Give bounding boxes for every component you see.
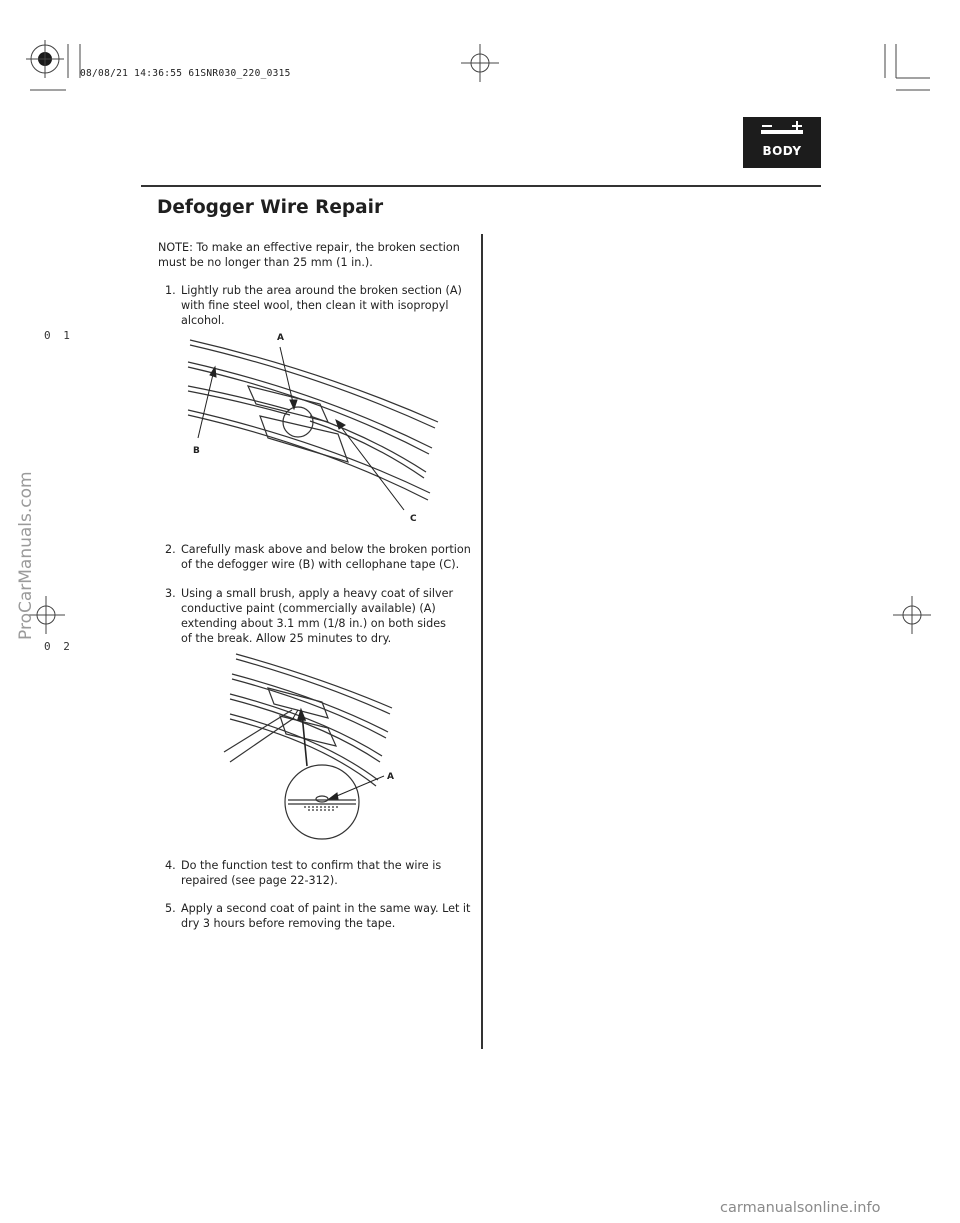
page-title: Defogger Wire Repair [157,197,384,218]
step-text-rest: repaired (see page 22-312). [181,874,338,887]
print-stamp: 08/08/21 14:36:55 61SNR030_220_0315 [80,68,291,79]
body-section-badge [743,117,821,168]
step-number: 5. [165,902,176,915]
step-text-line1: Lightly rub the area around the broken section (A) [181,284,462,297]
step-text-line1: Carefully mask above and below the broken portion [181,543,471,556]
battery-icon [743,117,821,168]
figure1-label-c: C [410,514,417,524]
step-text-rest: conductive paint (commercially available) (A) extending about 3.1 mm (1/8 in.) on both sides of the break. Allow 25 minutes to dry. [181,602,446,645]
footer-watermark: carmanualsonline.info [720,1200,881,1216]
margin-mark-02: 0 2 [44,640,73,653]
figure2-label-a: A [387,772,394,782]
figure1-label-b: B [193,446,200,456]
step-number: 4. [165,859,176,872]
badge-label: BODY [762,144,802,158]
column-divider [481,234,483,1049]
figure-paint-application [222,650,402,845]
step-text-line1: Do the function test to confirm that the wire is [181,859,442,872]
margin-mark-01: 0 1 [44,329,73,342]
header-rule [141,185,821,187]
step-text-line1: Using a small brush, apply a heavy coat of silver [181,587,454,600]
figure-wire-break [180,330,450,530]
step-text-rest: of the defogger wire (B) with cellophane tape (C). [181,558,460,571]
note-text: NOTE: To make an effective repair, the broken section must be no longer than 25 mm (1 in.). [158,241,460,269]
figure1-label-a: A [277,333,284,343]
side-watermark: ProCarManuals.com [16,471,36,640]
step-number: 1. [165,284,176,297]
step-text-rest: dry 3 hours before removing the tape. [181,917,396,930]
step-text-line1: Apply a second coat of paint in the same way. Let it [181,902,471,915]
step-number: 2. [165,543,176,556]
step-number: 3. [165,587,176,600]
step-text-rest: with fine steel wool, then clean it with isopropyl alcohol. [181,299,449,327]
